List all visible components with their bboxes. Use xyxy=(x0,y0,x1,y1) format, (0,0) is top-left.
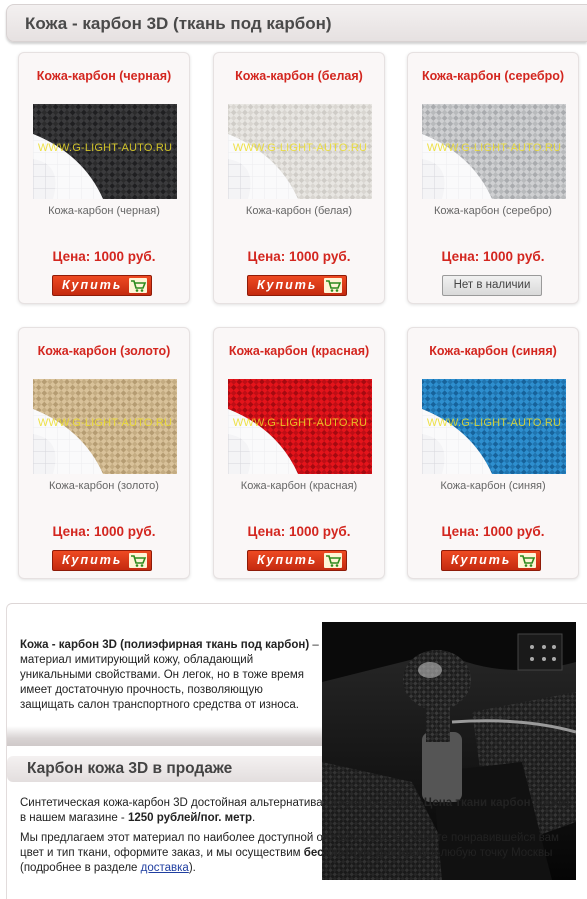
product-price: Цена: 1000 руб. xyxy=(441,249,545,264)
buy-button[interactable] xyxy=(247,550,347,571)
product-card xyxy=(18,327,190,579)
sale-title: Карбон кожа 3D в продаже xyxy=(27,760,233,777)
intro-rest: – материал имитирующий кожу, обладающий уникальными свойствами. Он легок, но в тоже время имеет достаточную прочность, позволяющую защищать салон транспортного средства от износа. xyxy=(20,639,319,711)
product-price: Цена: 1000 руб. xyxy=(441,524,545,539)
product-title[interactable]: Кожа-карбон (белая) xyxy=(235,69,363,83)
cart-icon xyxy=(324,553,342,568)
cart-icon xyxy=(129,278,147,293)
buy-button[interactable] xyxy=(247,275,347,296)
intro-text xyxy=(20,638,320,713)
delivery-link[interactable]: доставка xyxy=(140,862,189,874)
product-title[interactable]: Кожа-карбон (серебро) xyxy=(421,69,565,83)
product-image[interactable] xyxy=(228,104,372,199)
buy-button[interactable] xyxy=(52,275,152,296)
watermark-text: WWW.G-LIGHT-AUTO.RU xyxy=(426,142,562,154)
cart-icon xyxy=(129,553,147,568)
product-image[interactable] xyxy=(228,379,372,474)
divider-band xyxy=(7,726,322,746)
page-title: Кожа - карбон 3D (ткань под карбон) xyxy=(25,14,332,33)
cart-icon xyxy=(518,553,536,568)
intro-bold: Кожа - карбон 3D (полиэфирная ткань под карбон) xyxy=(20,639,310,651)
out-of-stock-button[interactable]: Нет в наличии xyxy=(442,275,542,296)
product-caption: Кожа-карбон (серебро) xyxy=(434,205,552,217)
product-title[interactable]: Кожа-карбон (черная) xyxy=(36,69,172,83)
product-price: Цена: 1000 руб. xyxy=(247,524,351,539)
watermark-text: WWW.G-LIGHT-AUTO.RU xyxy=(232,417,368,429)
sale-paragraph-2: Мы предлагаем этот материал по наиболее доступной оптовой цене. Выберите понравившейся вам цвет и тип ткани, оформите заказ, и мы осуществим бесплатную доставку в любую точку Москвы (подробнее в разделе доставка). xyxy=(20,832,559,874)
description-panel xyxy=(6,603,587,899)
product-card xyxy=(213,327,385,579)
product-title[interactable]: Кожа-карбон (синяя) xyxy=(429,344,557,358)
buy-button-label: Купить xyxy=(451,553,512,567)
product-image[interactable] xyxy=(422,379,566,474)
sale-paragraph-1: Синтетическая кожа-карбон 3D достойная альтернатива кожаному салону. Цена ткани карбон (кожи) в нашем магазине - 1250 рублей/пог. метр. xyxy=(20,797,570,824)
buy-button[interactable] xyxy=(52,550,152,571)
watermark-text: WWW.G-LIGHT-AUTO.RU xyxy=(37,417,173,429)
product-title[interactable]: Кожа-карбон (золото) xyxy=(37,344,171,358)
buy-button-label: Купить xyxy=(257,278,318,292)
product-card xyxy=(213,52,385,304)
buy-button-label: Купить xyxy=(62,278,123,292)
product-caption: Кожа-карбон (золото) xyxy=(49,480,159,492)
product-image[interactable] xyxy=(422,104,566,199)
buy-button-label: Купить xyxy=(257,553,318,567)
product-caption: Кожа-карбон (белая) xyxy=(245,205,353,217)
buy-button-label: Купить xyxy=(62,553,123,567)
product-caption: Кожа-карбон (красная) xyxy=(240,480,358,492)
product-image[interactable] xyxy=(33,104,177,199)
product-card xyxy=(407,52,579,304)
product-price: Цена: 1000 руб. xyxy=(247,249,351,264)
cart-icon xyxy=(324,278,342,293)
product-price: Цена: 1000 руб. xyxy=(52,524,156,539)
sale-header xyxy=(7,756,322,782)
watermark-text: WWW.G-LIGHT-AUTO.RU xyxy=(426,417,562,429)
product-price: Цена: 1000 руб. xyxy=(52,249,156,264)
product-card xyxy=(407,327,579,579)
product-card xyxy=(18,52,190,304)
product-image[interactable] xyxy=(33,379,177,474)
product-title[interactable]: Кожа-карбон (красная) xyxy=(228,344,370,358)
page-header xyxy=(6,4,587,42)
sale-text xyxy=(20,796,576,881)
product-caption: Кожа-карбон (черная) xyxy=(48,205,160,217)
watermark-text: WWW.G-LIGHT-AUTO.RU xyxy=(37,142,173,154)
buy-button[interactable] xyxy=(441,550,541,571)
watermark-text: WWW.G-LIGHT-AUTO.RU xyxy=(232,142,368,154)
product-caption: Кожа-карбон (синяя) xyxy=(440,480,546,492)
